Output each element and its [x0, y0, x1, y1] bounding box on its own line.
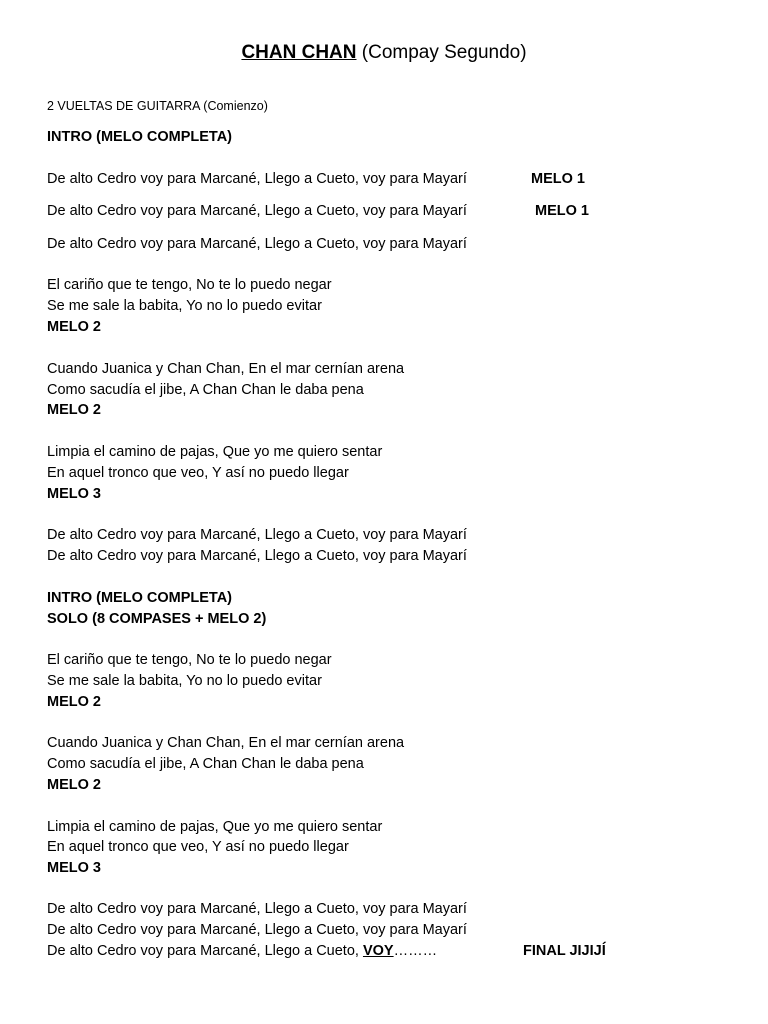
lyric-line: El cariño que te tengo, No te lo puedo negar [47, 652, 332, 668]
lyric-line: De alto Cedro voy para Marcané, Llego a Cueto, voy para Mayarí [47, 236, 467, 252]
lyric-line: Se me sale la babita, Yo no lo puedo evitar [47, 298, 322, 314]
final-dots: ……… [393, 943, 438, 959]
melo-label: MELO 2 [47, 694, 101, 710]
lyric-line: De alto Cedro voy para Marcané, Llego a Cueto, voy para Mayarí [47, 171, 467, 187]
song-title-main: CHAN CHAN [241, 42, 357, 63]
song-title-artist: (Compay Segundo) [361, 42, 527, 63]
final-label: FINAL JIJIJÍ [523, 943, 606, 959]
lyric-line: El cariño que te tengo, No te lo puedo negar [47, 277, 332, 293]
lyric-line: Cuando Juanica y Chan Chan, En el mar cernían arena [47, 361, 405, 377]
section-solo: SOLO (8 COMPASES + MELO 2) [47, 611, 267, 627]
lyric-line: De alto Cedro voy para Marcané, Llego a Cueto, voy para Mayarí [47, 548, 467, 564]
lyric-line: Limpia el camino de pajas, Que yo me quiero sentar [47, 444, 383, 460]
lyric-line: De alto Cedro voy para Marcané, Llego a Cueto, voy para Mayarí [47, 922, 467, 938]
section-intro: INTRO (MELO COMPLETA) [47, 590, 232, 606]
final-lyric-line [47, 942, 437, 960]
lyric-line: Cuando Juanica y Chan Chan, En el mar cernían arena [47, 735, 405, 751]
melo-label: MELO 3 [47, 860, 101, 876]
lyric-line: De alto Cedro voy para Marcané, Llego a Cueto, voy para Mayarí [47, 527, 467, 543]
lyric-line: Se me sale la babita, Yo no lo puedo evitar [47, 673, 322, 689]
melo-label: MELO 2 [47, 319, 101, 335]
melo-label: MELO 1 [535, 203, 589, 219]
section-intro: INTRO (MELO COMPLETA) [47, 129, 232, 145]
melo-label: MELO 2 [47, 402, 101, 418]
final-voy: VOY [362, 943, 394, 959]
lyric-line: En aquel tronco que veo, Y así no puedo llegar [47, 465, 349, 481]
song-title [0, 42, 768, 64]
lyric-line: En aquel tronco que veo, Y así no puedo llegar [47, 839, 349, 855]
melo-label: MELO 2 [47, 777, 101, 793]
lyric-line: Como sacudía el jibe, A Chan Chan le daba pena [47, 382, 364, 398]
lyric-line: Como sacudía el jibe, A Chan Chan le daba pena [47, 756, 364, 772]
lyric-line: De alto Cedro voy para Marcané, Llego a Cueto, voy para Mayarí [47, 901, 467, 917]
melo-label: MELO 3 [47, 486, 101, 502]
final-lyric-text: De alto Cedro voy para Marcané, Llego a Cueto, [47, 943, 363, 959]
lyric-line: Limpia el camino de pajas, Que yo me quiero sentar [47, 819, 383, 835]
melo-label: MELO 1 [531, 171, 585, 187]
guitar-intro-note: 2 VUELTAS DE GUITARRA (Comienzo) [47, 99, 268, 113]
lyric-line: De alto Cedro voy para Marcané, Llego a Cueto, voy para Mayarí [47, 203, 467, 219]
